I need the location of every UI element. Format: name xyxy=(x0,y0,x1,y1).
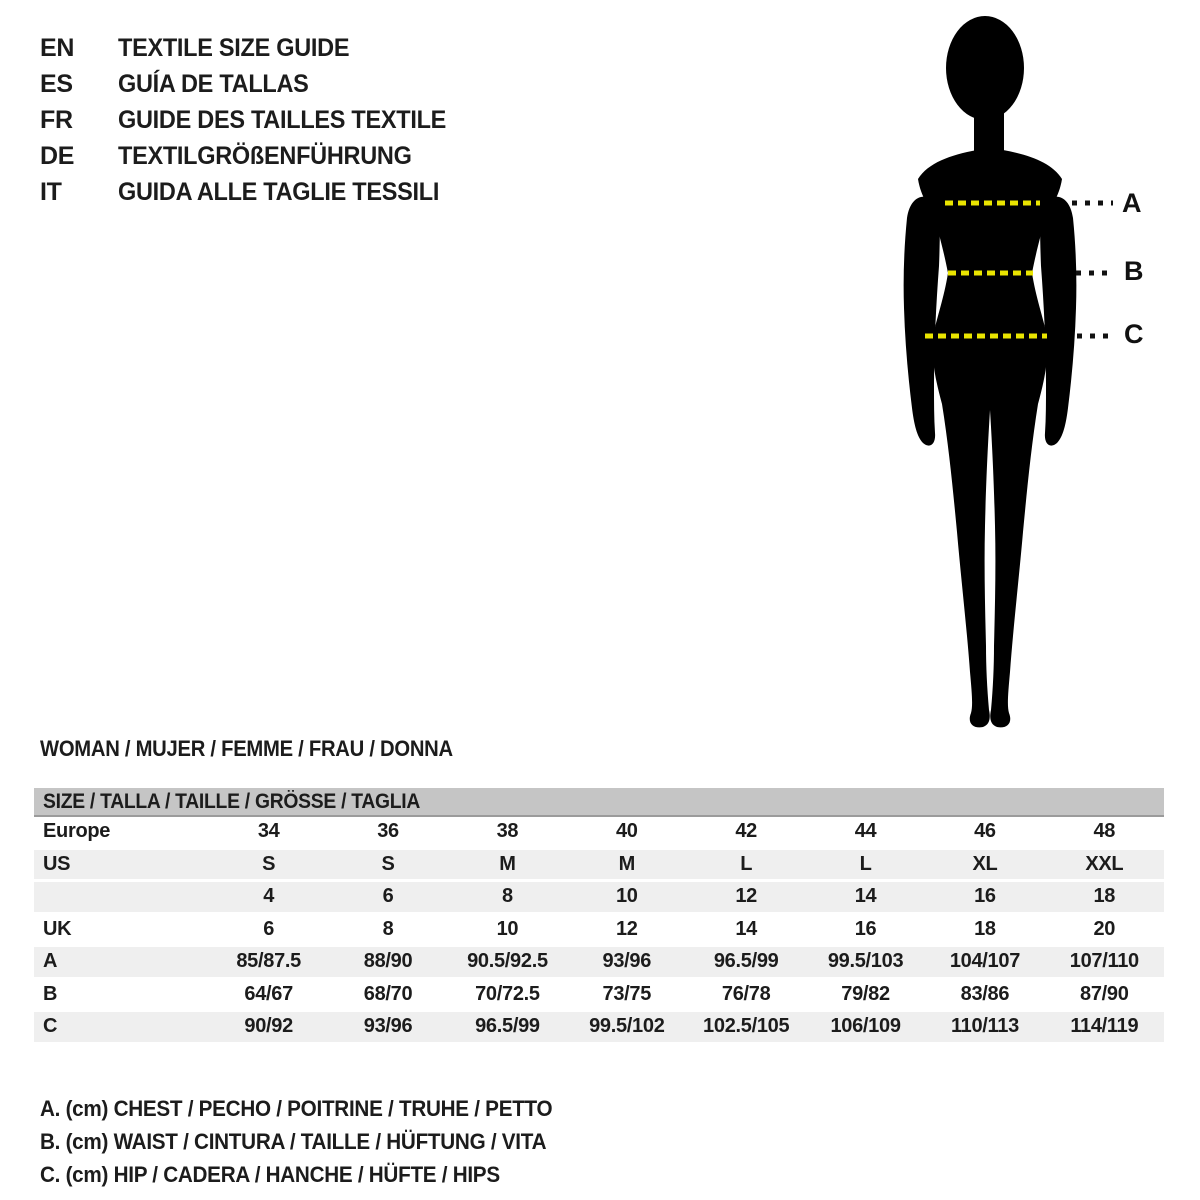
table-cell: 12 xyxy=(735,885,758,908)
table-cell: 8 xyxy=(502,885,513,908)
table-cell: 93/96 xyxy=(363,1015,413,1038)
table-cell: 106/109 xyxy=(830,1015,901,1038)
language-row xyxy=(40,174,467,210)
table-cell: 99.5/103 xyxy=(827,950,904,973)
table-row xyxy=(34,915,1164,948)
table-cell: 90/92 xyxy=(244,1015,293,1038)
table-cell: 36 xyxy=(377,820,399,843)
table-cell: S xyxy=(262,852,276,875)
language-row xyxy=(40,30,467,66)
table-cell: L xyxy=(740,852,753,875)
table-cell: 12 xyxy=(615,917,638,940)
language-code: FR xyxy=(40,105,73,134)
table-cell: 64/67 xyxy=(244,982,293,1005)
table-cell: S xyxy=(381,852,395,875)
silhouette-arm-right xyxy=(1040,197,1076,446)
table-cell: 48 xyxy=(1093,820,1116,843)
table-cell: 16 xyxy=(974,885,996,908)
table-cell: 99.5/102 xyxy=(589,1015,665,1038)
woman-silhouette-svg xyxy=(880,10,1200,740)
table-cell: 70/72.5 xyxy=(475,982,540,1005)
table-cell: 10 xyxy=(615,885,638,908)
size-table xyxy=(34,788,1164,1045)
table-row-label: B xyxy=(43,982,58,1005)
marker-label-hip: C xyxy=(1124,319,1144,349)
language-row xyxy=(40,66,467,102)
table-row-label: Europe xyxy=(43,820,111,843)
language-title-block xyxy=(40,30,467,210)
table-cell: 104/107 xyxy=(949,950,1021,973)
table-row xyxy=(34,947,1164,980)
table-cell: M xyxy=(499,852,516,875)
table-cell: 14 xyxy=(854,885,877,908)
table-cell: 14 xyxy=(735,917,758,940)
table-cell: 18 xyxy=(1093,885,1116,908)
table-cell: 10 xyxy=(496,917,519,940)
table-cell: 114/119 xyxy=(1070,1015,1139,1038)
table-cell: 87/90 xyxy=(1080,982,1129,1005)
table-cell: 110/113 xyxy=(950,1015,1019,1038)
table-cell: 73/75 xyxy=(602,982,652,1005)
language-code: EN xyxy=(40,33,75,62)
table-cell: 68/70 xyxy=(363,982,413,1005)
table-row xyxy=(34,817,1164,850)
woman-figure xyxy=(880,10,1200,740)
table-row-label: A xyxy=(43,950,58,973)
table-cell: 83/86 xyxy=(960,982,1010,1005)
table-cell: 96.5/99 xyxy=(713,950,779,973)
language-row xyxy=(40,102,467,138)
woman-silhouette xyxy=(904,16,1077,727)
table-cell: 79/82 xyxy=(841,982,890,1005)
table-cell: 96.5/99 xyxy=(475,1015,540,1038)
measurement-legend xyxy=(40,1092,585,1191)
table-cell: 34 xyxy=(257,820,280,843)
table-cell: 40 xyxy=(615,820,638,843)
table-cell: 18 xyxy=(974,917,996,940)
table-cell: 102.5/105 xyxy=(703,1015,790,1038)
language-title: GUIDE DES TAILLES TEXTILE xyxy=(118,105,447,134)
section-title-woman: WOMAN / MUJER / FEMME / FRAU / DONNA xyxy=(40,736,453,761)
table-row xyxy=(34,980,1164,1013)
table-cell: 76/78 xyxy=(721,982,771,1005)
table-cell: 90.5/92.5 xyxy=(467,950,548,973)
table-row-label: C xyxy=(43,1015,58,1038)
table-row xyxy=(34,850,1164,883)
language-row xyxy=(40,138,467,174)
size-table-header-label: SIZE / TALLA / TAILLE / GRÖSSE / TAGLIA xyxy=(43,789,421,813)
table-cell: 42 xyxy=(735,820,758,843)
language-code: ES xyxy=(40,69,73,98)
language-title: GUÍA DE TALLAS xyxy=(118,69,309,98)
legend-line: B. (cm) WAIST / CINTURA / TAILLE / HÜFTUNG / VITA xyxy=(40,1128,547,1154)
table-cell: M xyxy=(618,852,635,875)
table-cell: 85/87.5 xyxy=(236,950,301,973)
marker-label-waist: B xyxy=(1124,256,1144,286)
table-cell: 6 xyxy=(382,885,394,908)
table-cell: XXL xyxy=(1085,852,1124,875)
language-title: GUIDA ALLE TAGLIE TESSILI xyxy=(118,177,440,206)
marker-label-chest: A xyxy=(1122,188,1142,218)
table-cell: 93/96 xyxy=(602,950,652,973)
table-cell: 8 xyxy=(382,917,394,940)
silhouette-arm-left xyxy=(904,197,940,446)
language-code: IT xyxy=(40,177,62,206)
table-row-label xyxy=(34,882,209,912)
legend-line: C. (cm) HIP / CADERA / HANCHE / HÜFTE / HIPS xyxy=(40,1161,500,1187)
table-cell: 4 xyxy=(263,885,275,908)
table-cell: 20 xyxy=(1093,917,1116,940)
table-row xyxy=(34,882,1164,915)
table-cell: 16 xyxy=(854,917,877,940)
table-row xyxy=(34,1012,1164,1045)
table-row-label: US xyxy=(43,852,71,875)
table-cell: 107/110 xyxy=(1069,950,1139,973)
legend-line: A. (cm) CHEST / PECHO / POITRINE / TRUHE / PETTO xyxy=(40,1095,553,1121)
table-cell: 44 xyxy=(854,820,877,843)
language-code: DE xyxy=(40,141,75,170)
table-cell: 38 xyxy=(496,820,519,843)
table-cell: XL xyxy=(972,852,998,875)
table-cell: 46 xyxy=(974,820,996,843)
size-table-header xyxy=(34,788,1164,817)
table-cell: 6 xyxy=(263,917,275,940)
table-row-label: UK xyxy=(43,917,72,940)
language-title: TEXTILE SIZE GUIDE xyxy=(118,33,350,62)
table-cell: 88/90 xyxy=(363,950,413,973)
language-title: TEXTILGRÖßENFÜHRUNG xyxy=(118,141,412,170)
table-cell: L xyxy=(859,852,872,875)
